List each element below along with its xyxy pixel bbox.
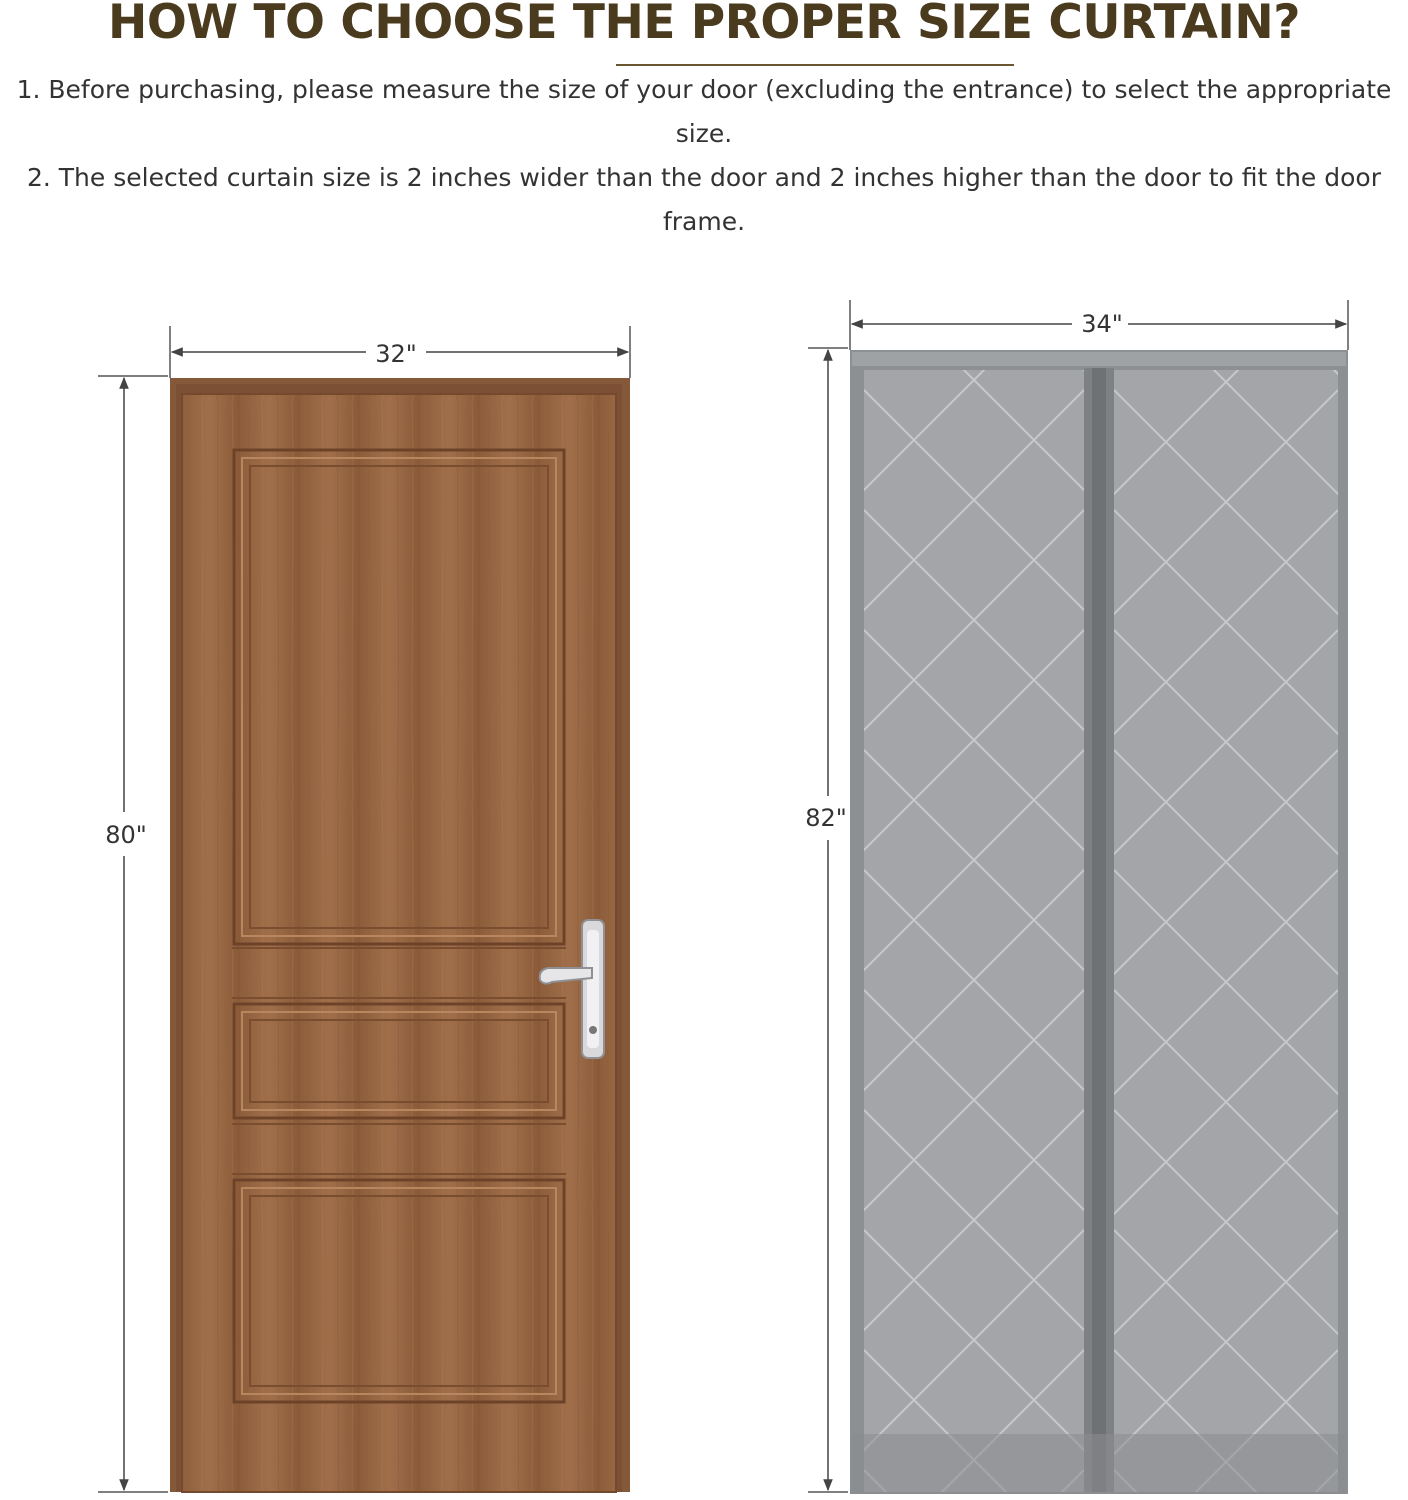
curtain-illustration	[584, 150, 1408, 1500]
door-width-label: 32"	[375, 340, 417, 368]
curtain-height-dimension	[805, 348, 848, 1492]
door-illustration	[170, 378, 630, 1492]
curtain-width-dimension	[850, 300, 1348, 350]
curtain-right-panel	[1114, 370, 1338, 1492]
instruction-1: 1. Before purchasing, please measure the size of your door (excluding the entrance) to select the appropriate size.	[16, 75, 1392, 148]
instruction-2: 2. The selected curtain size is 2 inches wider than the door and 2 inches higher than the door to fit the door frame.	[26, 163, 1381, 236]
door-width-dimension	[170, 326, 630, 378]
door-height-dimension	[98, 376, 168, 1492]
curtain-left-panel	[864, 370, 1084, 1492]
curtain-width-label: 34"	[1081, 310, 1123, 338]
curtain-height-label: 82"	[805, 804, 847, 832]
page-title: HOW TO CHOOSE THE PROPER SIZE CURTAIN?	[108, 0, 1300, 50]
door-height-label: 80"	[105, 821, 147, 849]
